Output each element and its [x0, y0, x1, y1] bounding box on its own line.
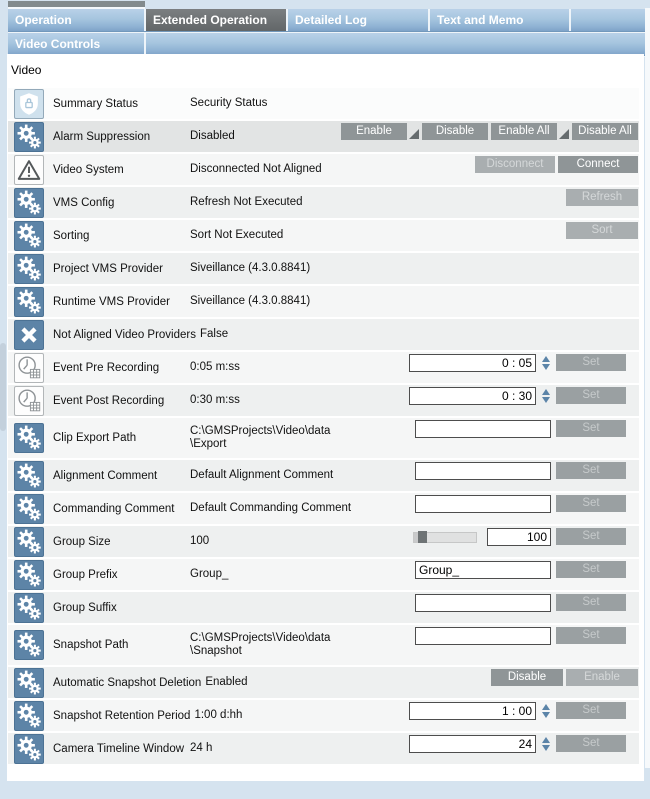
value-editor [415, 420, 626, 438]
property-label: Group Prefix [53, 568, 118, 581]
property-value [190, 97, 267, 110]
row-group-suffix [8, 592, 639, 623]
gears-icon [14, 527, 44, 557]
property-value-line: 24 h [190, 742, 213, 754]
property-label: Event Post Recording [53, 394, 165, 407]
gears-icon [14, 254, 44, 284]
enable-all-button[interactable]: Enable All [491, 123, 557, 140]
spinner-up-icon[interactable] [542, 737, 550, 743]
tab-video-controls[interactable]: Video Controls [8, 33, 146, 55]
property-value [190, 262, 310, 275]
value-editor [409, 702, 626, 720]
disable-button[interactable]: Disable [491, 669, 563, 686]
x-mark-icon [14, 320, 44, 350]
tab-operation[interactable]: Operation [8, 9, 146, 31]
row-sorting [8, 220, 639, 251]
row-event-post-recording [8, 385, 639, 416]
command-buttons [475, 156, 638, 173]
row-snapshot-retention-period [8, 700, 639, 731]
event-post-recording-input[interactable] [409, 387, 536, 405]
property-value-line: Refresh Not Executed [190, 196, 303, 208]
snapshot-retention-period-set-button[interactable]: Set [556, 702, 626, 719]
commanding-comment-input[interactable] [415, 495, 551, 513]
gears-icon [14, 701, 44, 731]
property-label: Runtime VMS Provider [53, 295, 170, 308]
property-value [190, 502, 351, 515]
disable-button[interactable]: Disable [422, 123, 488, 140]
disconnect-button[interactable]: Disconnect [475, 156, 555, 173]
tab-bar-primary [8, 9, 645, 32]
clip-export-path-set-button[interactable]: Set [556, 420, 626, 437]
property-label: Alarm Suppression [53, 130, 151, 143]
property-value-line: Disconnected Not Aligned [190, 163, 322, 175]
right-scrollbar-track[interactable] [645, 8, 650, 768]
gears-icon [14, 630, 44, 660]
value-editor [415, 627, 626, 645]
tab-extended-operation[interactable]: Extended Operation [146, 9, 288, 31]
row-group-prefix [8, 559, 639, 590]
property-value-line: C:\GMSProjects\Video\data [190, 632, 331, 644]
row-project-vms-provider [8, 253, 639, 284]
group-size-input[interactable] [487, 528, 551, 546]
property-value [190, 163, 322, 176]
group-prefix-input[interactable] [415, 561, 551, 579]
property-label: Automatic Snapshot Deletion [53, 676, 202, 689]
property-value-line: C:\GMSProjects\Video\data [190, 425, 331, 437]
value-editor [415, 495, 626, 513]
property-value [190, 425, 330, 451]
clock-calendar-icon [14, 353, 44, 383]
property-label: Group Size [53, 535, 111, 548]
property-value [194, 709, 242, 722]
property-value-line: False [200, 328, 229, 340]
property-label: Snapshot Path [53, 639, 129, 651]
camera-timeline-window-input[interactable] [409, 735, 536, 753]
property-value [190, 295, 310, 308]
disable-all-button[interactable]: Disable All [572, 123, 638, 140]
value-editor [415, 462, 626, 480]
snapshot-path-set-button[interactable]: Set [556, 627, 626, 644]
spinner-down-icon[interactable] [542, 364, 550, 370]
content-panel [7, 54, 644, 781]
property-value [190, 742, 212, 755]
value-editor [415, 561, 626, 579]
property-label: Group Suffix [53, 601, 117, 614]
gears-icon [14, 593, 44, 623]
left-scrollbar-thumb[interactable] [0, 343, 6, 431]
section-title: Video [11, 63, 42, 77]
gears-icon [14, 494, 44, 524]
row-group-size [8, 526, 639, 557]
row-clip-export-path [8, 418, 639, 458]
property-value-line: Siveillance (4.3.0.8841) [190, 295, 311, 307]
snapshot-retention-period-input[interactable] [409, 702, 536, 720]
property-value [190, 229, 283, 242]
property-value-line: \Snapshot [190, 645, 242, 657]
spinner-down-icon[interactable] [542, 397, 550, 403]
property-label: Summary Status [53, 97, 138, 110]
alignment-comment-input[interactable] [415, 462, 551, 480]
flyout-triangle-icon[interactable] [559, 129, 569, 139]
enable-button[interactable]: Enable [341, 123, 407, 140]
command-buttons [491, 669, 638, 686]
spinner-control [542, 702, 550, 720]
flyout-triangle-icon[interactable] [409, 129, 419, 139]
property-value-line: Default Alignment Comment [190, 469, 334, 481]
row-summary-status [8, 88, 639, 119]
property-value [190, 535, 209, 548]
property-rows [8, 88, 639, 764]
property-label: Video System [53, 163, 124, 176]
gears-icon [14, 560, 44, 590]
warning-icon [14, 155, 44, 185]
gears-icon [14, 188, 44, 218]
property-label: Sorting [53, 229, 90, 242]
alignment-comment-set-button[interactable]: Set [556, 462, 626, 479]
row-snapshot-path [8, 625, 639, 665]
property-value [190, 130, 235, 143]
spinner-control [542, 735, 550, 753]
tab-text-and-memo[interactable]: Text and Memo [430, 9, 571, 31]
gears-icon [14, 461, 44, 491]
slider-handle[interactable] [418, 531, 427, 543]
event-post-recording-set-button[interactable]: Set [556, 387, 626, 404]
row-alarm-suppression [8, 121, 639, 152]
property-value-line: 100 [190, 535, 210, 547]
row-video-system [8, 154, 639, 185]
group-suffix-input[interactable] [415, 594, 551, 612]
property-value-line: Sort Not Executed [190, 229, 284, 241]
tab-detailed-log[interactable]: Detailed Log [288, 9, 430, 31]
group-suffix-set-button[interactable]: Set [556, 594, 626, 611]
spinner-up-icon[interactable] [542, 356, 550, 362]
property-label: Not Aligned Video Providers [53, 328, 196, 341]
property-value-line: Siveillance (4.3.0.8841) [190, 262, 311, 274]
property-label: Snapshot Retention Period [53, 709, 191, 722]
tab-bar-filler [571, 9, 645, 31]
property-value [190, 361, 240, 374]
property-value-line: 0:05 m:ss [190, 361, 240, 373]
gears-icon [14, 122, 44, 152]
property-value [205, 676, 247, 689]
property-label: Camera Timeline Window [53, 742, 185, 755]
row-vms-config [8, 187, 639, 218]
gears-icon [14, 734, 44, 764]
property-value-line: Group_ [190, 568, 229, 580]
property-label: VMS Config [53, 196, 115, 209]
row-runtime-vms-provider [8, 286, 639, 317]
connect-button[interactable]: Connect [558, 156, 638, 173]
row-camera-timeline-window [8, 733, 639, 764]
sort-button[interactable]: Sort [566, 222, 638, 239]
property-label: Alignment Comment [53, 469, 158, 482]
refresh-button[interactable]: Refresh [566, 189, 638, 206]
spinner-down-icon[interactable] [542, 712, 550, 718]
camera-timeline-window-set-button[interactable]: Set [556, 735, 626, 752]
tab-bar-filler [146, 33, 645, 55]
row-not-aligned-video-providers [8, 319, 639, 350]
gears-icon [14, 287, 44, 317]
commanding-comment-set-button[interactable]: Set [556, 495, 626, 512]
spinner-up-icon[interactable] [542, 389, 550, 395]
spinner-up-icon[interactable] [542, 704, 550, 710]
property-value [190, 196, 303, 209]
property-label: Commanding Comment [53, 502, 175, 515]
event-pre-recording-input[interactable] [409, 354, 536, 372]
group-prefix-set-button[interactable]: Set [556, 561, 626, 578]
property-value-line: Default Commanding Comment [190, 502, 352, 514]
gears-icon [14, 668, 44, 698]
property-label: Clip Export Path [53, 432, 137, 444]
property-value-line: 1:00 d:hh [194, 709, 243, 721]
group-size-slider[interactable] [413, 532, 477, 543]
snapshot-path-input[interactable] [415, 627, 551, 645]
property-label: Project VMS Provider [53, 262, 163, 275]
shield-lock-icon [14, 89, 44, 119]
property-value [190, 469, 333, 482]
property-value-line: \Export [190, 438, 227, 450]
row-event-pre-recording [8, 352, 639, 383]
property-value [190, 568, 228, 581]
property-value [200, 328, 228, 341]
event-pre-recording-set-button[interactable]: Set [556, 354, 626, 371]
command-buttons [566, 189, 638, 206]
command-buttons [566, 222, 638, 239]
gears-icon [14, 423, 44, 453]
value-editor [409, 354, 626, 372]
row-alignment-comment [8, 460, 639, 491]
spinner-control [542, 354, 550, 372]
partial-tab-remnant [8, 1, 145, 7]
property-label: Event Pre Recording [53, 361, 160, 374]
group-size-set-button[interactable]: Set [556, 528, 626, 545]
row-automatic-snapshot-deletion [8, 667, 639, 698]
property-value-line: Enabled [205, 676, 248, 688]
value-editor [413, 528, 626, 546]
property-value [190, 394, 240, 407]
gears-icon [14, 221, 44, 251]
clock-calendar-icon [14, 386, 44, 416]
property-value [190, 632, 330, 658]
spinner-control [542, 387, 550, 405]
property-value-line: 0:30 m:ss [190, 394, 240, 406]
tab-bar-secondary [8, 33, 645, 56]
command-buttons [341, 123, 638, 140]
value-editor [409, 735, 626, 753]
property-value-line: Disabled [190, 130, 235, 142]
clip-export-path-input[interactable] [415, 420, 551, 438]
value-editor [409, 387, 626, 405]
property-value-line: Security Status [190, 97, 268, 109]
value-editor [415, 594, 626, 612]
row-commanding-comment [8, 493, 639, 524]
enable-button[interactable]: Enable [566, 669, 638, 686]
spinner-down-icon[interactable] [542, 745, 550, 751]
